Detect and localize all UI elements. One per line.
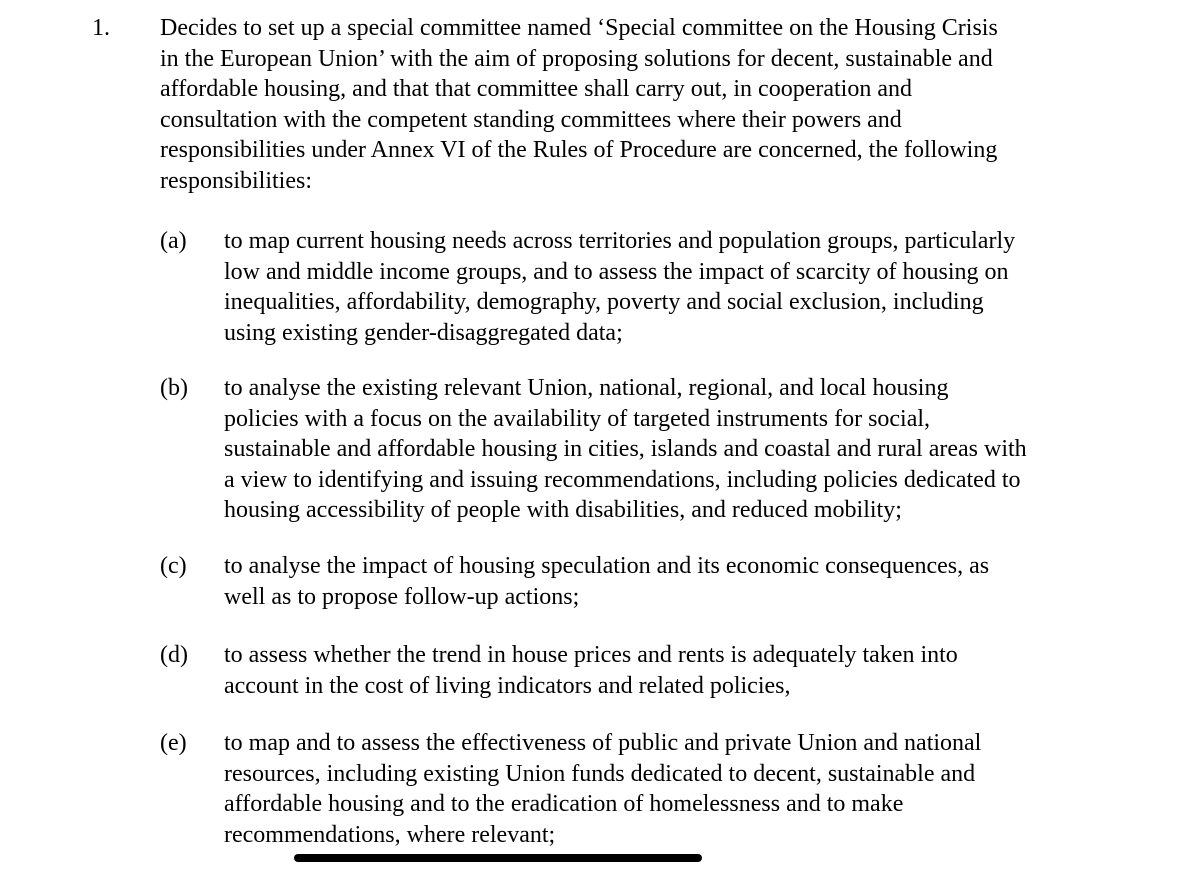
paragraph-line: responsibilities:: [160, 167, 312, 194]
paragraph-text: [160, 13, 1140, 196]
paragraph-line: consultation with the competent standing committees where their powers and: [160, 106, 902, 133]
item-line: recommendations, where relevant;: [224, 821, 556, 848]
item-line: to map current housing needs across territories and population groups, particularly: [224, 228, 1016, 254]
item-line: a view to identifying and issuing recommendations, including policies dedicated to: [224, 466, 1021, 493]
item-line: policies with a focus on the availability of targeted instruments for social,: [224, 405, 931, 432]
item-line: sustainable and affordable housing in cities, islands and coastal and rural areas with: [224, 436, 1027, 462]
item-line: affordable housing and to the eradication of homelessness and to make: [224, 791, 904, 817]
item-line: low and middle income groups, and to assess the impact of scarcity of housing on: [224, 258, 1009, 285]
item-line: resources, including existing Union funds dedicated to decent, sustainable and: [224, 760, 976, 787]
paragraph-line: in the European Union’ with the aim of proposing solutions for decent, sustainable and: [160, 45, 993, 72]
item-line: to assess whether the trend in house prices and rents is adequately taken into: [224, 642, 958, 668]
item-text-a: [224, 226, 1184, 348]
item-line: inequalities, affordability, demography, poverty and social exclusion, including: [224, 289, 984, 315]
item-label-b: (b): [160, 375, 188, 401]
item-label-a: (a): [160, 228, 187, 254]
item-line: housing accessibility of people with disabilities, and reduced mobility;: [224, 497, 902, 523]
item-line: to map and to assess the effectiveness of public and private Union and national: [224, 730, 982, 756]
paragraph-line: affordable housing, and that that committee shall carry out, in cooperation and: [160, 76, 912, 102]
item-line: to analyse the existing relevant Union, national, regional, and local housing: [224, 375, 949, 401]
paragraph-number: 1.: [92, 15, 110, 41]
item-label-c: (c): [160, 553, 187, 579]
home-indicator-bar[interactable]: [294, 854, 702, 862]
item-line: using existing gender-disaggregated data;: [224, 319, 623, 346]
item-line: to analyse the impact of housing speculation and its economic consequences, as: [224, 553, 990, 579]
item-label-e: (e): [160, 730, 187, 756]
paragraph-line: responsibilities under Annex VI of the Rules of Procedure are concerned, the following: [160, 137, 998, 163]
item-text-e: [224, 728, 1184, 850]
paragraph-line: Decides to set up a special committee named ‘Special committee on the Housing Crisis: [160, 15, 998, 41]
item-label-d: (d): [160, 642, 188, 668]
item-text-d: [224, 640, 1184, 701]
item-text-b: [224, 373, 1184, 526]
item-line: account in the cost of living indicators and related policies,: [224, 672, 791, 699]
item-line: well as to propose follow-up actions;: [224, 583, 580, 610]
item-text-c: [224, 551, 1184, 612]
